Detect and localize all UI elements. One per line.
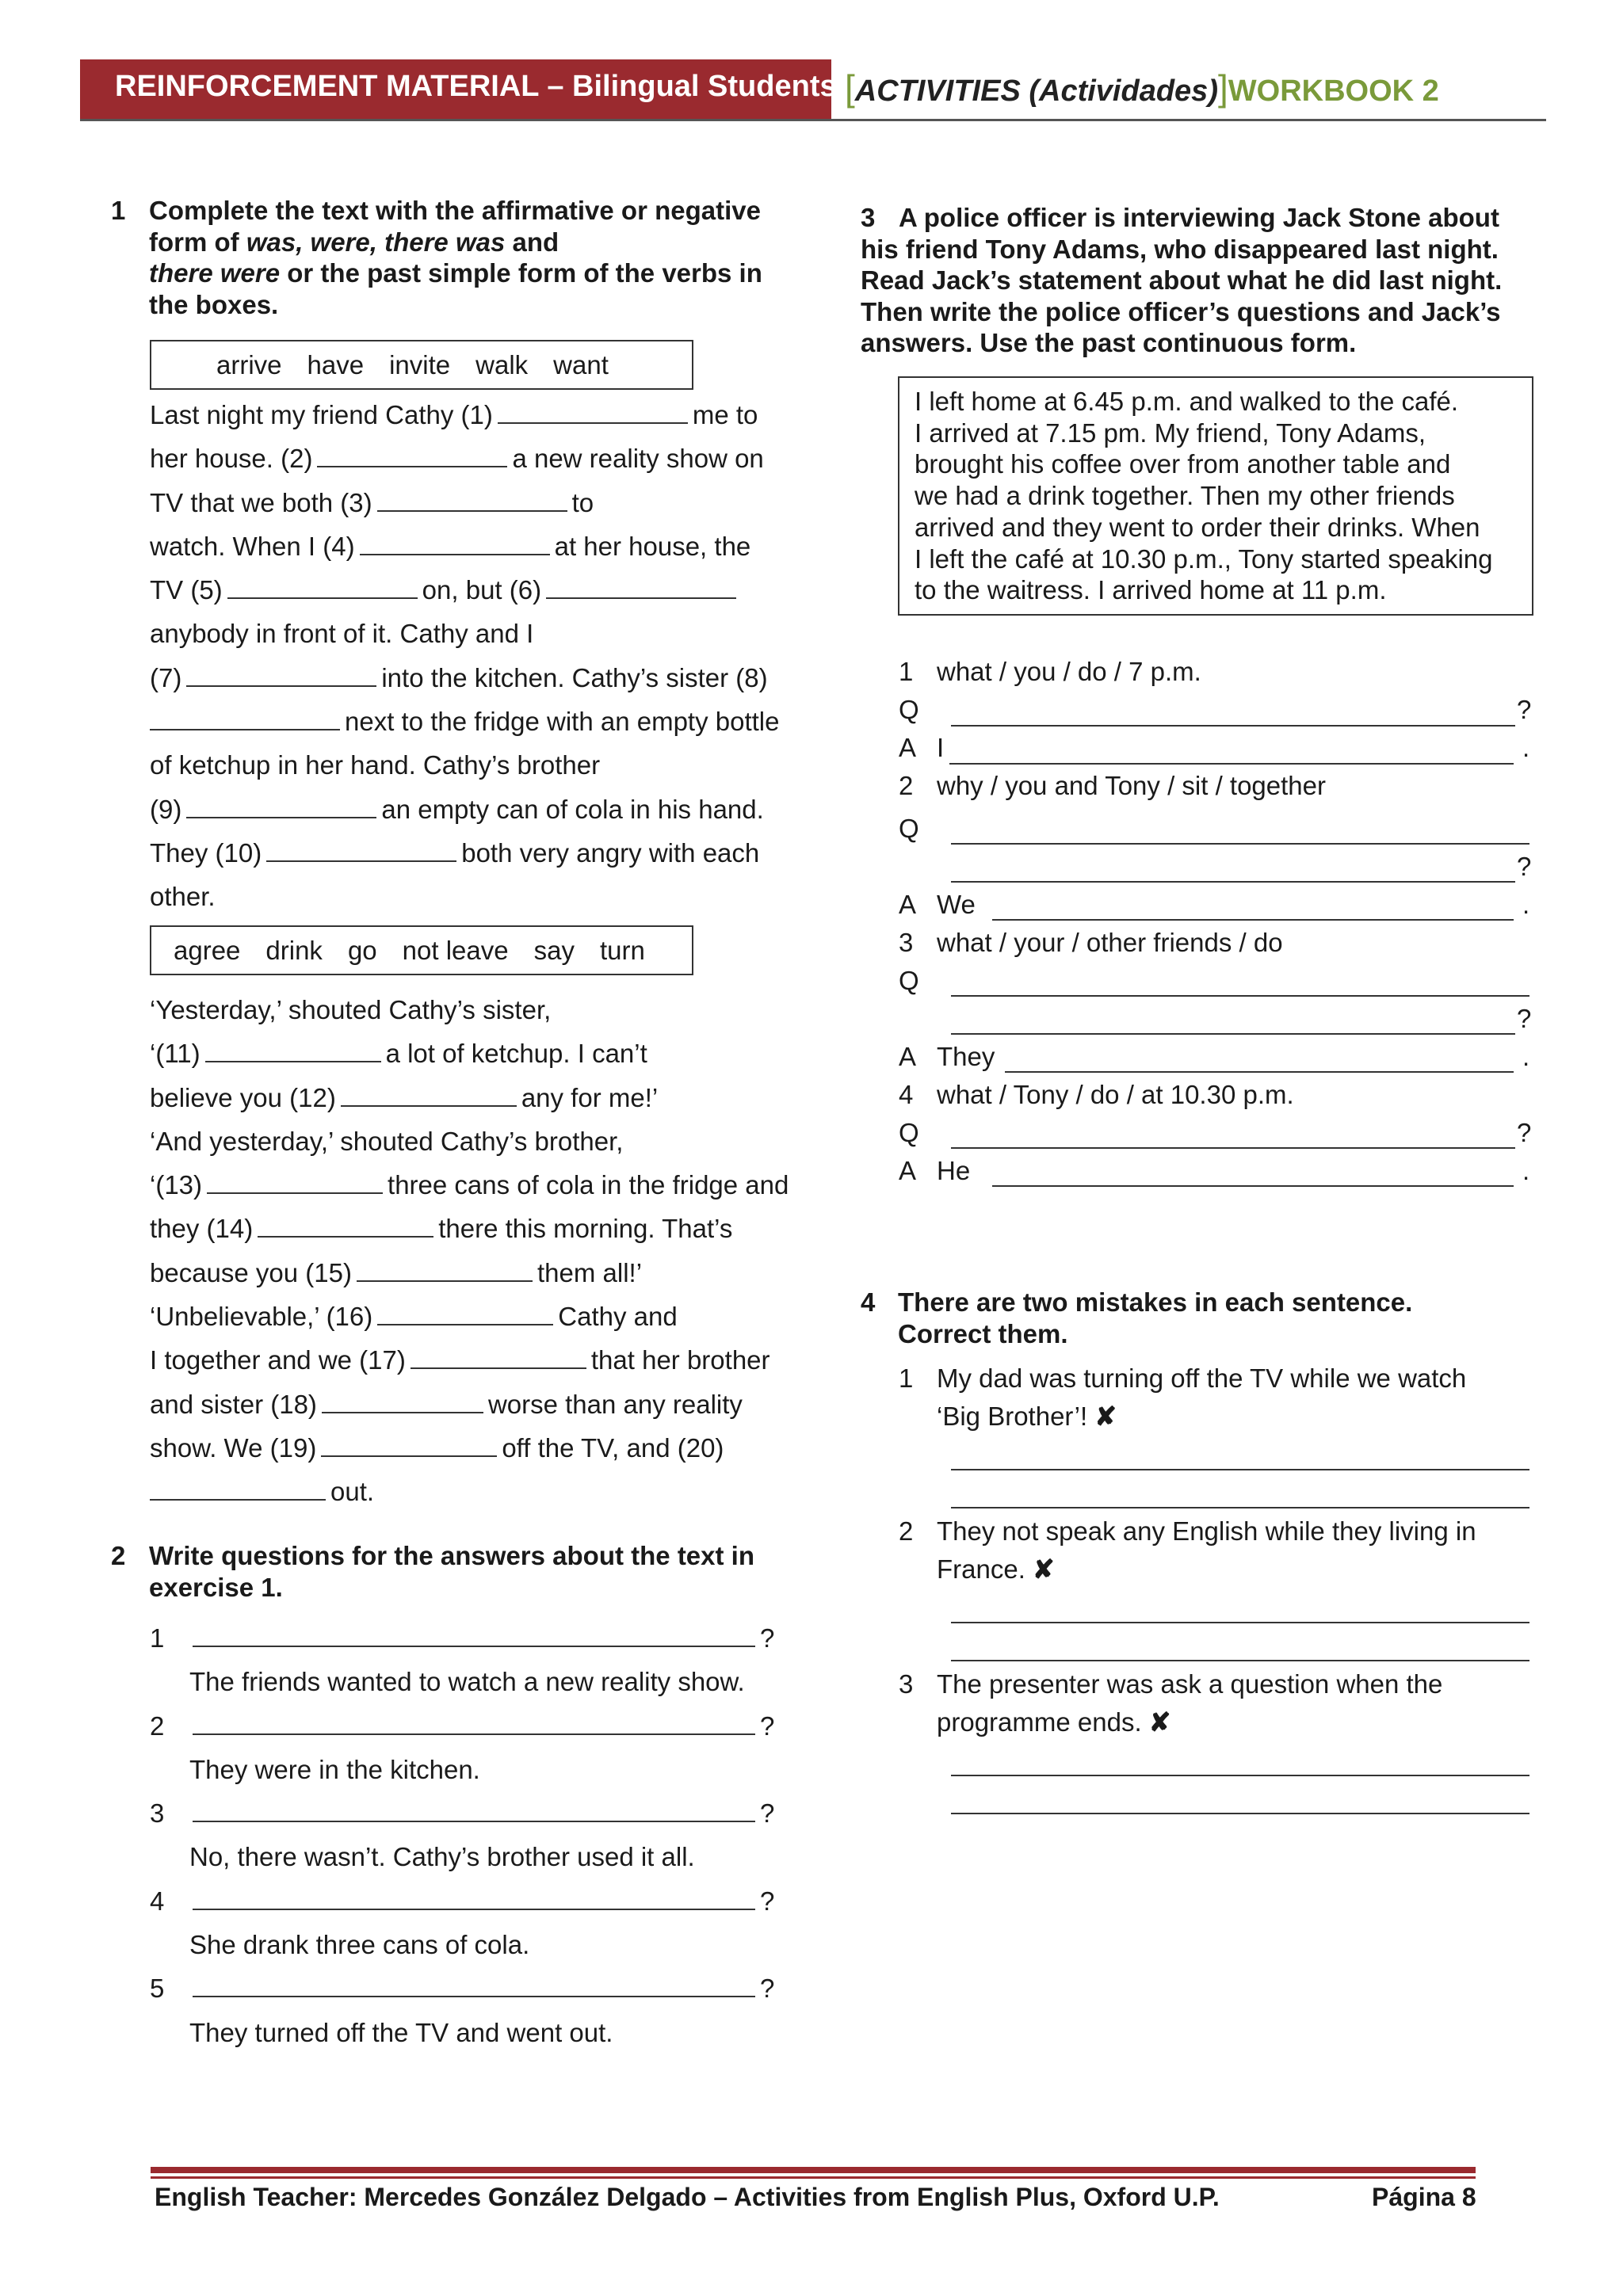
word: arrive [216,350,282,379]
ex1-text-part2: ‘Yesterday,’ shouted Cathy’s sister, ‘(11) a lot of ketchup. I can’t believe you (12) any for me!’ ‘And yesterday,’ shouted Cathy’s brother, ‘(13) three cans of cola in the fridge and they (14) there this morning. That’s because you (15) them all!’ ‘Unbelievable,’ (16) Cathy and I together and we (17) that her brother and sister (18) worse than any reality show. We (19) off the TV, and (20) out. [150,995,789,1507]
ex3-q-label: Q [899,695,919,724]
answer-line [951,1622,1529,1623]
answer-line [951,995,1529,997]
ex2-question-row: 2 ? [150,1711,775,1741]
ex3-a-label: A I [899,733,945,762]
ex3-a-label: A He [899,1156,971,1185]
ex3-prompt-4: 4 what / Tony / do / at 10.30 p.m. [899,1080,1294,1109]
word: invite [389,350,451,379]
statement-box: I left home at 6.45 p.m. and walked to the café. I arrived at 7.15 pm. My friend, Tony Adams, brought his coffee over from another table and we had a drink together. Then my other friends arrived and they went to order their drinks. When I left the café at 10.30 p.m., Tony started speaking to the waitress. I arrived home at 11 p.m. [898,376,1533,616]
answer-line [951,725,1515,727]
word: not leave [402,936,509,965]
ex3-prompt-3: 3 what / your / other friends / do [899,928,1283,957]
ex1-word-box-2 [150,925,693,975]
ex2-answer: They were in the kitchen. [189,1754,480,1784]
ex1-word-box-1 [150,340,693,390]
answer-line [949,763,1514,765]
header-title: REINFORCEMENT MATERIAL – Bilingual Students [115,70,837,103]
cross-icon: ✘ [1094,1402,1117,1431]
ex3-a-label: A We [899,890,976,919]
ex2-question-row: 4 ? [150,1886,775,1916]
ex2-items [150,1616,774,2054]
cross-icon: ✘ [1148,1707,1171,1737]
header-rule [80,119,1546,121]
footer-rule-thick [151,2167,1476,2173]
page-number: Página 8 [1372,2183,1476,2211]
answer-line [951,1775,1529,1776]
word: walk [475,350,529,379]
ex2-question-row: 1 ? [150,1623,775,1653]
word: turn [599,936,645,965]
ex3-prompt-1: 1 what / you / do / 7 p.m. [899,657,1201,686]
ex4-sentence-3: 3 The presenter was ask a question when the programme ends. ✘ [899,1669,1443,1737]
ex2-question-row: 3 ? [150,1798,775,1829]
header-subtitle: [ACTIVITIES (Actividades)]WORKBOOK 2 [845,67,1439,109]
ex1-instructions: Complete the text with the affirmative or negative form of was, were, there was and there were or the past simple form of the verbs in the boxes. [149,196,762,319]
answer-line [951,1507,1529,1508]
footer-credit: English Teacher: Mercedes González Delgado – Activities from English Plus, Oxford U.P. [155,2183,1220,2211]
ex1-number: 1 [111,196,126,225]
ex2-answer: No, there wasn’t. Cathy’s brother used it all. [189,1842,695,1872]
ex2-instructions: Write questions for the answers about the text in exercise 1. [149,1541,754,1602]
ex2-number: 2 [111,1541,126,1570]
ex3-prompt-2: 2 why / you and Tony / sit / together [899,771,1327,800]
ex3-a-label: A They [899,1042,995,1071]
word: go [347,936,377,965]
ex4-instructions: There are two mistakes in each sentence. Correct them. [898,1287,1413,1348]
ex4-sentence-2: 2 They not speak any English while they living in France. ✘ [899,1516,1476,1584]
word: have [307,350,365,379]
ex2-answer: The friends wanted to watch a new reality show. [189,1667,745,1697]
answer-line [992,919,1514,921]
footer-rule-thin [151,2176,1476,2179]
word: say [533,936,575,965]
answer-line [951,881,1515,883]
answer-line [951,1813,1529,1814]
answer-line [951,843,1529,845]
ex3-q-label: Q [899,966,919,995]
ex3-q-label: Q [899,814,919,843]
ex1-text-part1: Last night my friend Cathy (1) me to her house. (2) a new reality show on TV that we both (3) to watch. When I (4) at her house, the TV (5) on, but (6) anybody in front of it. Cathy and I (7) into the kitchen. Cathy’s sister (8) next to the fridge with an empty bottle of ketchup in her hand. Cathy’s brother (9) an empty can of cola in his hand. They (10) both very angry with each other. [150,400,780,912]
ex4-number: 4 [861,1287,876,1317]
cross-icon: ✘ [1033,1554,1055,1584]
answer-line [992,1185,1514,1187]
ex2-answer: They turned off the TV and went out. [189,2017,613,2047]
ex2-question-row: 5 ? [150,1974,775,2004]
ex3-number: 3 [861,203,876,232]
answer-line [951,1033,1515,1035]
answer-line [951,1469,1529,1470]
answer-line [1005,1071,1514,1073]
ex3-instructions: A police officer is interviewing Jack Stone about his friend Tony Adams, who disappeared last night. Read Jack’s statement about what he did last night. Then write the police officer’s questions and Jack’s answers. Use the past continuous form. [861,203,1503,357]
ex4-sentence-1: 1 My dad was turning off the TV while we watch ‘Big Brother’! ✘ [899,1363,1467,1431]
ex2-answer: She drank three cans of cola. [189,1930,530,1960]
answer-line [951,1660,1529,1661]
ex3-q-label: Q [899,1118,919,1147]
word: drink [265,936,323,965]
word: want [553,350,609,379]
answer-line [951,1147,1515,1149]
word: agree [174,936,241,965]
